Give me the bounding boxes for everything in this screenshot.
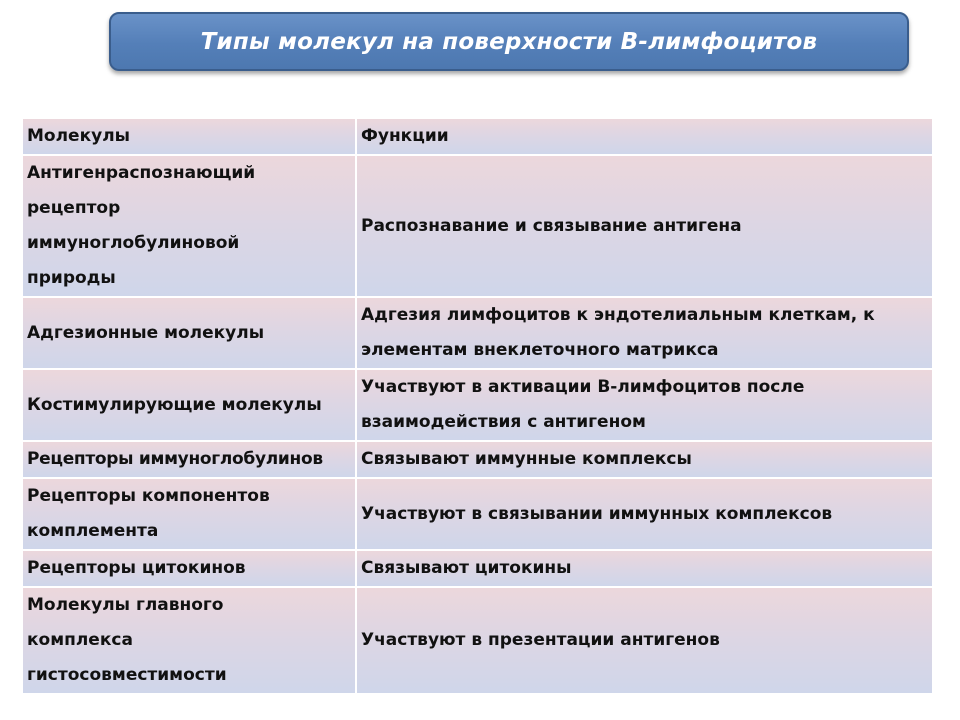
function-cell: Связывают цитокины xyxy=(356,550,933,587)
molecule-cell: Антигенраспознающий рецептор иммуноглобулиновой природы xyxy=(23,155,356,297)
molecule-cell: Рецепторы иммуноглобулинов xyxy=(23,441,356,478)
molecule-cell: Рецепторы цитокинов xyxy=(23,550,356,587)
title-banner xyxy=(109,12,909,71)
table-row xyxy=(23,155,933,297)
table-row xyxy=(23,587,933,694)
table-row xyxy=(23,550,933,587)
table-row xyxy=(23,369,933,441)
table-header-row xyxy=(23,119,933,155)
function-cell: Участвуют в активации В-лимфоцитов после взаимодействия с антигеном xyxy=(356,369,933,441)
molecule-cell: Адгезионные молекулы xyxy=(23,297,356,369)
slide-title: Типы молекул на поверхности В-лимфоцитов xyxy=(200,28,818,55)
molecule-cell: Костимулирующие молекулы xyxy=(23,369,356,441)
function-cell: Адгезия лимфоцитов к эндотелиальным клеткам, к элементам внеклеточного матрикса xyxy=(356,297,933,369)
header-molecules: Молекулы xyxy=(23,119,356,155)
table-row xyxy=(23,478,933,550)
molecule-cell: Рецепторы компонентов комплемента xyxy=(23,478,356,550)
molecules-table xyxy=(23,119,934,695)
table-row xyxy=(23,297,933,369)
table-row xyxy=(23,441,933,478)
function-cell: Распознавание и связывание антигена xyxy=(356,155,933,297)
molecule-cell: Молекулы главного комплекса гистосовместимости xyxy=(23,587,356,694)
function-cell: Участвуют в связывании иммунных комплексов xyxy=(356,478,933,550)
function-cell: Участвуют в презентации антигенов xyxy=(356,587,933,694)
function-cell: Связывают иммунные комплексы xyxy=(356,441,933,478)
header-functions: Функции xyxy=(356,119,933,155)
